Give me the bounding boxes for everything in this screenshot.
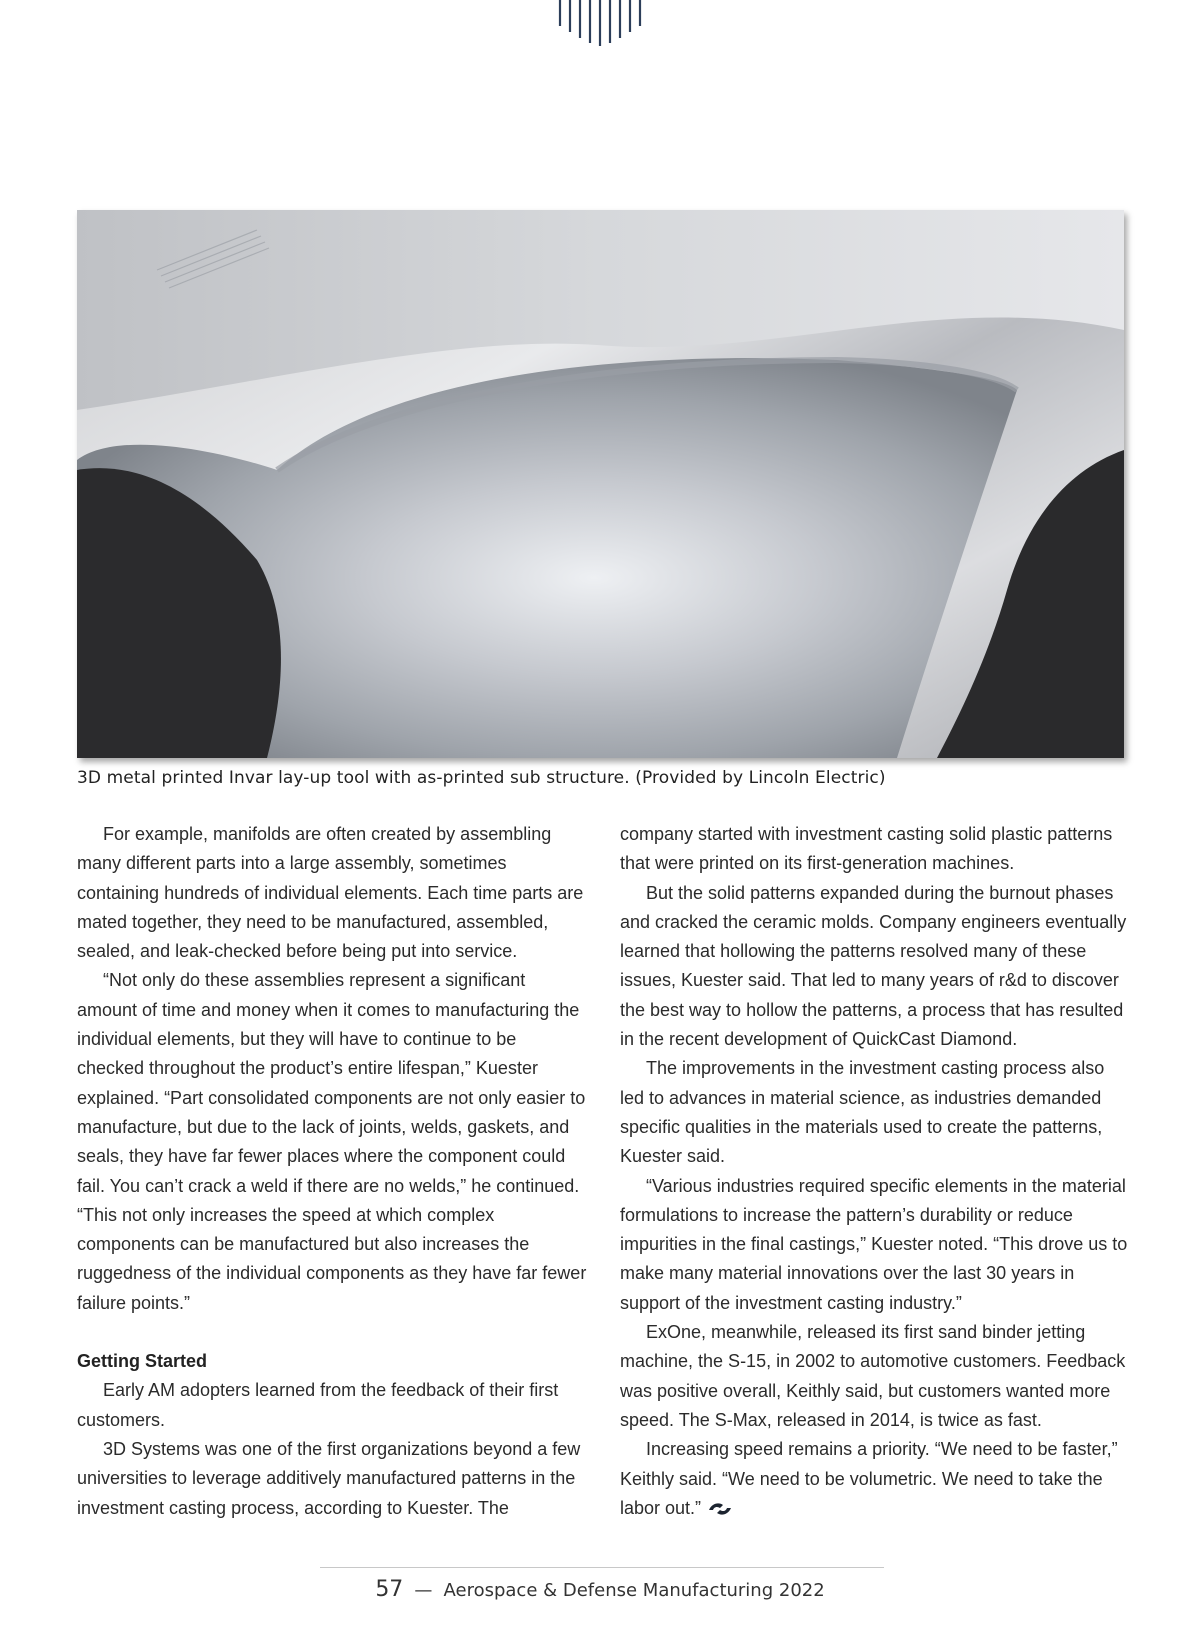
- paragraph-last: [620, 1435, 1132, 1523]
- section-heading: Getting Started: [77, 1351, 208, 1372]
- footer-divider: [320, 1567, 884, 1568]
- paragraph: “Not only do these assemblies represent a significant amount of time and money when it comes to manufacturing the individual elements, but they will have to continue to be checked throughout the product’s entire lifespan,” Kuester explained. “Part consolidated components are not only easier to manufacture, but due to the lack of joints, welds, gaskets, and seals, they have far fewer places where the component could fail. You can’t crack a weld if there are no welds,” he continued. “This not only increases the speed at which complex components can be manufactured but also increases the ruggedness of the individual components as they have far fewer failure points.”: [77, 970, 587, 1313]
- page-number: 57: [375, 1577, 404, 1602]
- footer-separator: —: [414, 1580, 433, 1601]
- page-footer: [0, 1577, 1200, 1602]
- last-paragraph-text: Increasing speed remains a priority. “We need to be faster,” Keithly said. “We need to be volumetric. We need to take the labor out.”: [620, 1439, 1118, 1518]
- article-photo: [77, 210, 1124, 758]
- publication-title: Aerospace & Defense Manufacturing 2022: [443, 1580, 825, 1601]
- left-column: [77, 820, 587, 1523]
- top-ornament: [558, 0, 642, 48]
- paragraph: Early AM adopters learned from the feedback of their first customers.: [77, 1380, 559, 1430]
- paragraph: ExOne, meanwhile, released its first sand binder jetting machine, the S-15, in 2002 to automotive customers. Feedback was positive overall, Keithly said, but customers wanted more speed. The S-Max, released in 2014, is twice as fast.: [620, 1322, 1126, 1430]
- paragraph: “Various industries required specific elements in the material formulations to increase the pattern’s durability or reduce impurities in the final castings,” Kuester noted. “This drove us to make many material innovations over the last 30 years in support of the investment casting industry.”: [620, 1175, 1128, 1313]
- photo-caption: 3D metal printed Invar lay-up tool with as-printed sub structure. (Provided by Lincoln Electric): [77, 768, 886, 788]
- paragraph: The improvements in the investment casting process also led to advances in material science, as industries demanded specific qualities in the materials used to create the patterns, Kuester said.: [620, 1058, 1105, 1167]
- paragraph-continuation: company started with investment casting solid plastic patterns that were printed on its first-generation machines.: [620, 824, 1113, 874]
- right-column: [620, 820, 1132, 1523]
- end-of-article-icon: [707, 1501, 733, 1517]
- paragraph: For example, manifolds are often created by assembling many different parts into a large assembly, sometimes containing hundreds of individual elements. Each time parts are mated together, they need to be manufactured, assembled, sealed, and leak-checked before being put into service.: [77, 824, 584, 962]
- paragraph: But the solid patterns expanded during the burnout phases and cracked the ceramic molds. Company engineers eventually learned that hollowing the patterns resolved many of these issues, Kuester said. That led to many years of r&d to discover the best way to hollow the patterns, a process that has resulted in the recent development of QuickCast Diamond.: [620, 882, 1127, 1050]
- paragraph: 3D Systems was one of the first organizations beyond a few universities to leverage additively manufactured patterns in the investment casting process, according to Kuester. The: [77, 1438, 581, 1518]
